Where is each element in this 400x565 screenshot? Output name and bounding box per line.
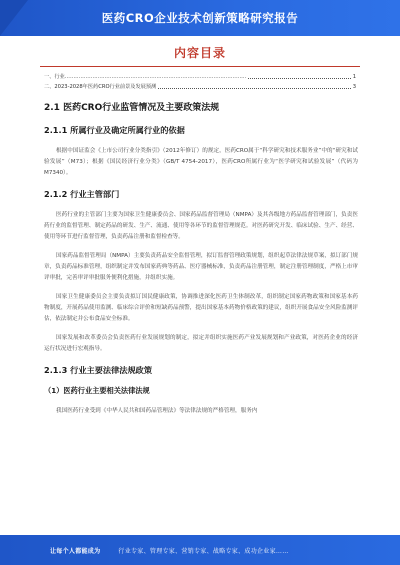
- report-body: [44, 100, 358, 425]
- toc-entry[interactable]: [44, 72, 356, 82]
- subsection-heading: （1）医药行业主要相关法律法规: [44, 386, 150, 395]
- table-of-contents: [44, 72, 356, 92]
- toc-entry[interactable]: [44, 82, 356, 92]
- toc-entry-page: 3: [352, 84, 356, 90]
- section-heading-2-1: 2.1 医药CRO行业监管情况及主要政策法规: [44, 103, 220, 113]
- paragraph: 国家发展和改革委员会负责医药行业发展规划的制定，拟定并组织实施医药产业发展规划和产业政策，对医药企业的经济运行状况进行宏观指导。: [44, 335, 358, 352]
- report-title: 医药CRO企业技术创新策略研究报告: [101, 11, 299, 25]
- paragraph: 我国医药行业受到《中华人民共和国药品管理法》等法律法规的严格管理，服务内: [56, 408, 258, 414]
- section-heading-2-1-2: 2.1.2 行业主管部门: [44, 189, 120, 199]
- toc-title: 内容目录: [173, 46, 226, 60]
- paragraph: 医药行业的主管部门主要为国家卫生健康委员会、国家药品监督管理局（NMPA）及其各级地方药品监督管理部门，负责医药行业的监督管理、制定药品的研发、生产、流通、使用等各环节的监督管理规范。对医药研究开发、临床试验、生产、经营、使用等环节进行监督管理，负责药品注册和监督检查等。: [44, 212, 358, 240]
- toc-entry-label: 一、行业……………………………………………………………………………………………: [44, 74, 247, 80]
- footer-banner: [0, 535, 400, 565]
- paragraph: 根据中国证监会《上市公司行业分类指引》（2012年修订）的规定，医药CRO属于“科学研究和技术服务业”中的“研究和试验发展”（M73）；根据《国民经济行业分类》（GB/T 4754-2017），医药CRO所属行业为“医学研究和试验发展”（代码为M7340）。: [44, 148, 358, 176]
- toc-leader: [248, 72, 350, 79]
- toc-leader: [158, 82, 350, 89]
- report-header-banner: [0, 0, 400, 36]
- paragraph: 国家药品监督管理局（NMPA）主要负责药品安全监督管理，拟订监督管理政策规划，组织起草法律法规草案，拟订部门规章，负责药品标准管理，组织制定并发布国家药典等药品、医疗器械标准，负责药品注册管理，制定注册管理制度，严格上市审评审批，完善审评审批服务便利化措施，并组织实施。: [44, 253, 358, 281]
- footer-slogan: 让每个人都能成为: [50, 547, 101, 555]
- footer-roles: 行业专家、管理专家、营销专家、战略专家、成功企业家……: [118, 547, 289, 555]
- paragraph: 国家卫生健康委员会主要负责拟订国民健康政策，协调推进深化医药卫生体制改革，组织制定国家药物政策和国家基本药物制度，开展药品使用监测、临床综合评价和短缺药品预警，提出国家基本药物价格政策的建议，组织开展食品安全风险监测评估，依法制定并公布食品安全标准。: [44, 294, 358, 322]
- toc-divider: [40, 66, 360, 67]
- section-heading-2-1-3: 2.1.3 行业主要法律法规政策: [44, 365, 153, 375]
- toc-entry-label: 二、2023-2028年医药CRO行业前景及发展预测: [44, 84, 157, 90]
- toc-entry-page: 1: [352, 74, 356, 80]
- section-heading-2-1-1: 2.1.1 所属行业及确定所属行业的依据: [44, 125, 185, 135]
